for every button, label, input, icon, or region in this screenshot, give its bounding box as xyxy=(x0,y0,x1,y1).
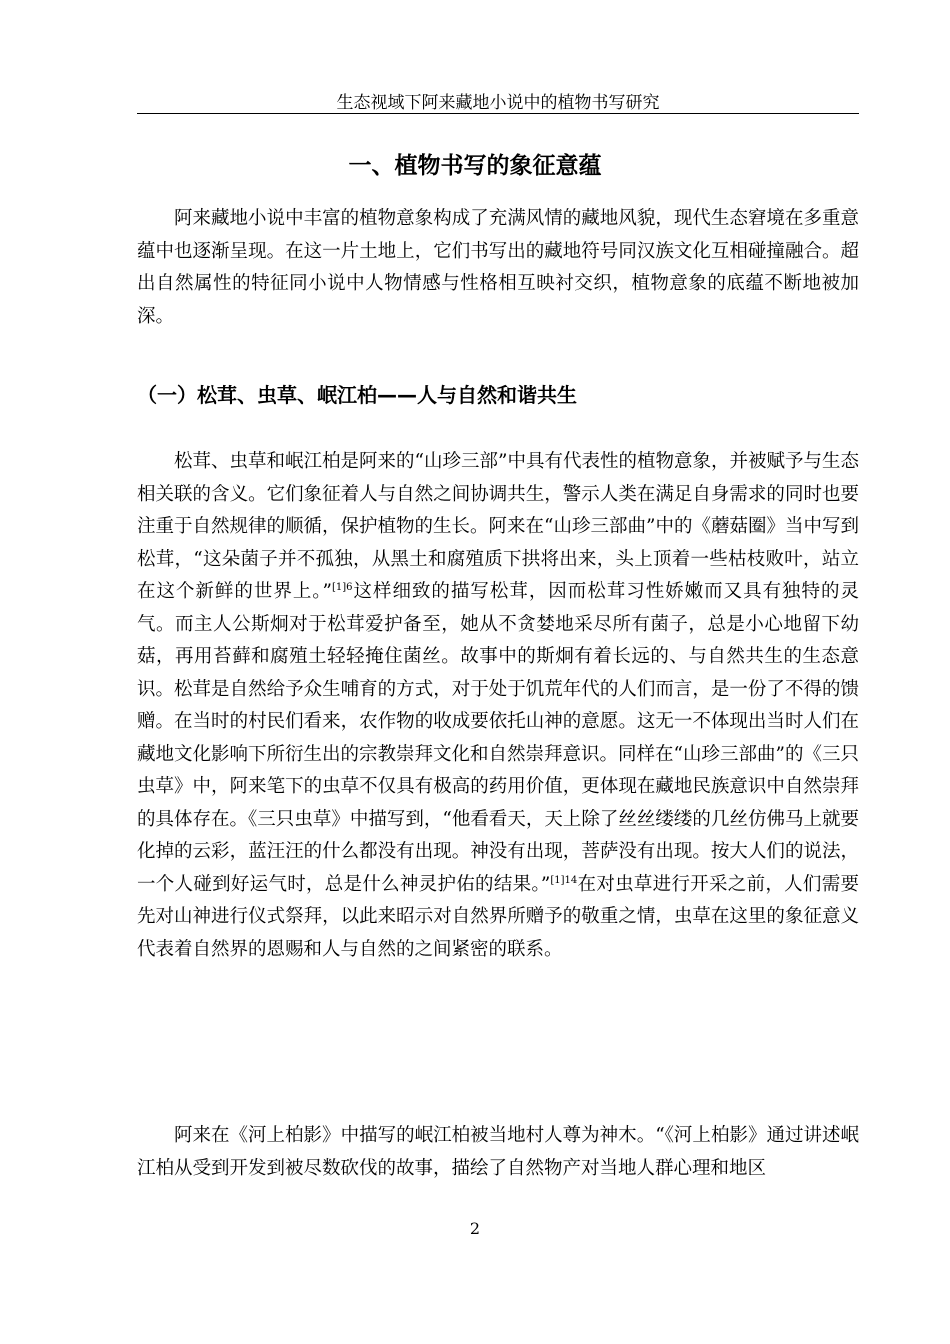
running-header: 生态视域下阿来藏地小说中的植物书写研究 xyxy=(336,93,660,113)
section-title: （一）松茸、虫草、岷江柏——人与自然和谐共生 xyxy=(137,383,577,407)
paragraph-text: 在对虫草进行开采之前，人们需要先对山神进行仪式祭拜，以此来昭示对自然界所赠予的敬重之情，虫草在这里的象征意义代表着自然界的恩赐和人与自然的之间紧密的联系。 xyxy=(137,873,859,960)
page-number: 2 xyxy=(469,1219,481,1238)
header-divider xyxy=(137,113,859,114)
paragraph-text: 这样细致的描写松茸，因而松茸习性娇嫩而又具有独特的灵气。而主人公斯炯对于松茸爱护备至，她从不贪婪地采尽所有菌子，总是小心地留下幼菇，再用苔藓和腐殖土轻轻掩住菌丝。故事中的斯炯有着长远的、与自然共生的生态意识。松茸是自然给予众生哺育的方式，对于处于饥荒年代的人们而言，是一份了不得的馈赠。在当时的村民们看来，农作物的收成要依托山神的意愿。这无一不体现出当时人们在藏地文化影响下所衍生出的宗教崇拜文化和自然崇拜意识。同样在“山珍三部曲”的《三只虫草》中，阿来笔下的虫草不仅具有极高的药用价值，更体现在藏地民族意识中自然崇拜的具体存在。《三只虫草》中描写到，“他看看天，天上除了丝丝缕缕的几丝仿佛马上就要化掉的云彩，蓝汪汪的什么都没有出现。神没有出现，菩萨没有出现。按大人们的说法，一个人碰到好运气时，总是什么神灵护佑的结果。” xyxy=(137,581,859,895)
citation-marker: [1]14 xyxy=(550,874,578,886)
intro-paragraph: 阿来藏地小说中丰富的植物意象构成了充满风情的藏地风貌，现代生态窘境在多重意蕴中也逐渐呈现。在这一片土地上，它们书写出的藏地符号同汉族文化互相碰撞融合。超出自然属性的特征同小说中人物情感与性格相互映衬交织，植物意象的底蕴不断地被加深。 xyxy=(137,208,859,327)
body-paragraph: 阿来在《河上柏影》中描写的岷江柏被当地村人尊为神木。“《河上柏影》通过讲述岷江柏从受到开发到被尽数砍伐的故事，描绘了自然物产对当地人群心理和地区 xyxy=(137,1125,859,1179)
citation-marker: [1]6 xyxy=(332,581,353,593)
body-paragraph xyxy=(137,446,859,966)
chapter-title: 一、植物书写的象征意蕴 xyxy=(348,153,602,179)
paragraph-text: 松茸、虫草和岷江柏是阿来的“山珍三部”中具有代表性的植物意象，并被赋予与生态相关联的含义。它们象征着人与自然之间协调共生，警示人类在满足自身需求的同时也要注重于自然规律的顺循，保护植物的生长。阿来在“山珍三部曲”中的《蘑菇圈》当中写到松茸，“这朵菌子并不孤独，从黑土和腐殖质下拱将出来，头上顶着一些枯枝败叶，站立在这个新鲜的世界上。” xyxy=(137,451,859,602)
